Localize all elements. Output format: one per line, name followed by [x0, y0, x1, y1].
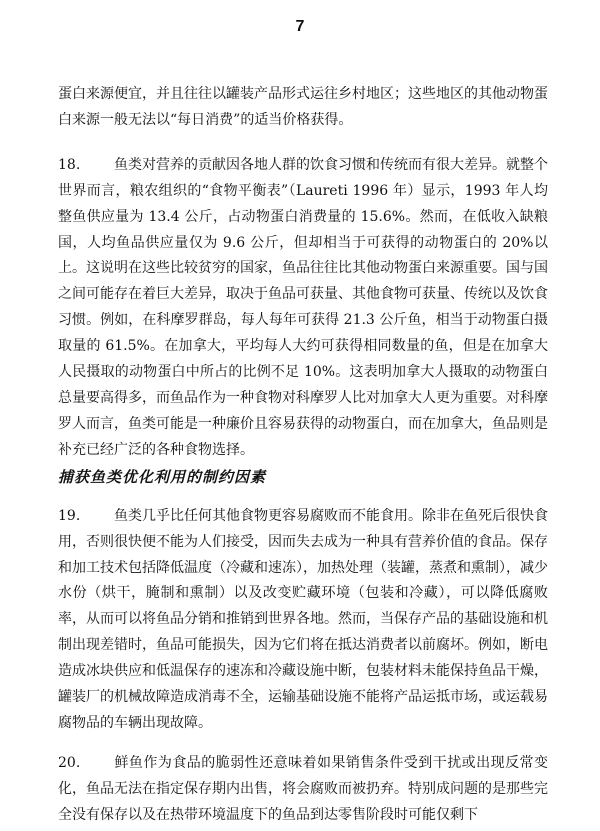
- paragraph-19: [58, 504, 548, 737]
- paragraph-18: [58, 153, 548, 464]
- paragraph-number: 20.: [58, 754, 81, 771]
- paragraph-number: 19.: [58, 507, 81, 524]
- paragraph-text: 蛋白来源便宜，并且往往以罐装产品形式运往乡村地区；这些地区的其他动物蛋白来源一般无法以“每日消费”的适当价格获得。: [58, 86, 548, 128]
- paragraph-text: 鱼类对营养的贡献因各地人群的饮食习惯和传统而有很大差异。就整个世界而言，粮农组织的“食物平衡表”（Laureti 1996 年）显示，1993 年人均整鱼供应量为 13.4 公斤，占动物蛋白消费量的 15.6%。然而，在低收入缺粮国，人均鱼品供应量仅为 9.6 公斤，但却相当于可获得的动物蛋白的 20%以上。这说明在这些比较贫穷的国家，鱼品往往比其他动物蛋白来源重要。国与国之间可能存在着巨大差异，取决于鱼品可获量、其他食物可获量、传统以及饮食习惯。例如，在科摩罗群岛，每人每年可获得 21.3 公斤鱼，相当于动物蛋白摄取量的 61.5%。在加拿大，平均每人大约可获得相同数量的鱼，但是在加拿大人民摄取的动物蛋白中所占的比例不足 10%。这表明加拿大人摄取的动物蛋白总量要高得多，而鱼品作为一种食物对科摩罗人比对加拿大人更为重要。对科摩罗人而言，鱼类可能是一种廉价且容易获得的动物蛋白，而在加拿大，鱼品则是补充已经广泛的各种食物选择。: [58, 156, 548, 458]
- paragraph-text: 鲜鱼作为食品的脆弱性还意味着如果销售条件受到干扰或出现反常变化，鱼品无法在指定保存期内出售，将会腐败而被扔弃。特别成问题的是那些完全没有保存以及在热带环境温度下的鱼品到达零售阶段时可能仅剩下: [58, 754, 548, 823]
- section-heading: 捕获鱼类优化利用的制约因素: [58, 467, 267, 486]
- page-number: 7: [295, 18, 305, 35]
- paragraph-number: 18.: [58, 156, 81, 173]
- document-body: [58, 82, 548, 829]
- paragraph-20: [58, 751, 548, 829]
- paragraph-text: 鱼类几乎比任何其他食物更容易腐败而不能食用。除非在鱼死后很快食用，否则很快便不能为人们接受，因而失去成为一种具有营养价值的食品。保存和加工技术包括降低温度（冷藏和速冻），加热处理（装罐，蒸煮和熏制），减少水份（烘干，腌制和熏制）以及改变贮藏环境（包装和冷藏），可以降低腐败率，从而可以将鱼品分销和推销到世界各地。然而，当保存产品的基础设施和机制出现差错时，鱼品可能损失，因为它们将在抵达消费者以前腐坏。例如，断电造成冰块供应和低温保存的速冻和冷藏设施中断，包装材料未能保持鱼品干燥，罐装厂的机械故障造成消毒不全，运输基础设施不能将产品运抵市场，或运载易腐物品的车辆出现故障。: [58, 507, 548, 731]
- paragraph-continuation: [58, 82, 548, 134]
